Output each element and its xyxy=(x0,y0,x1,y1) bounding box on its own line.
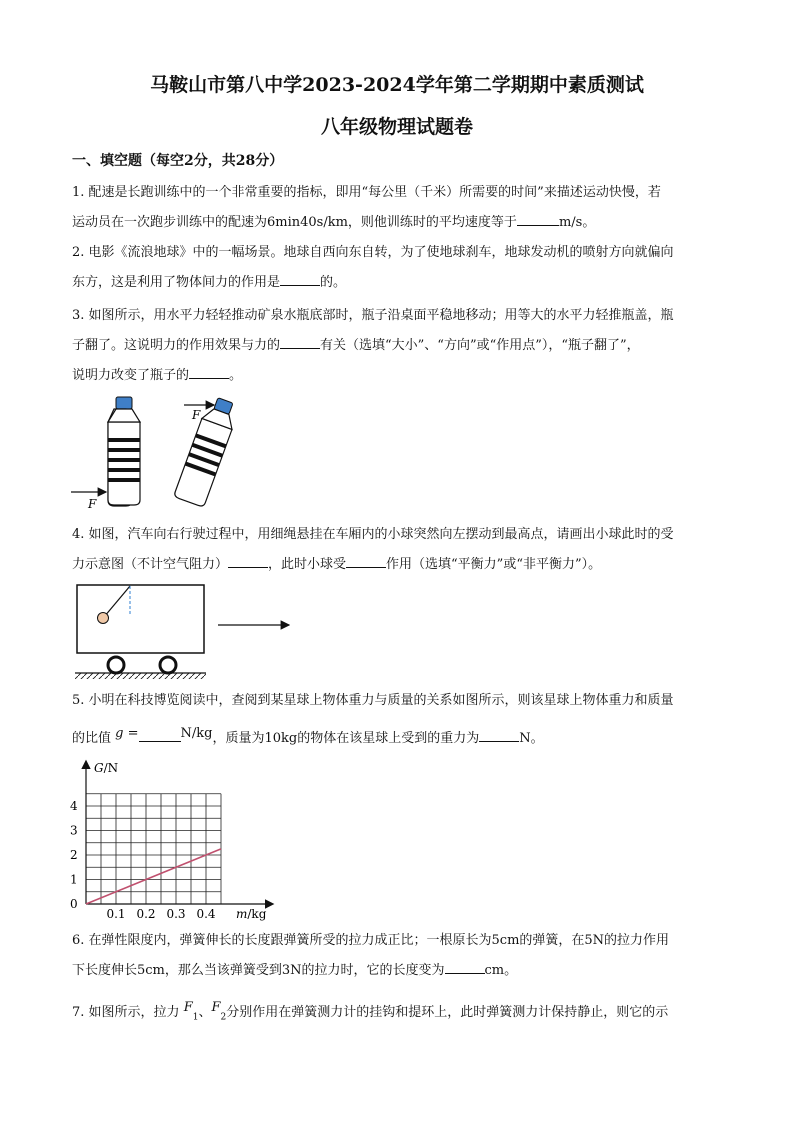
ball xyxy=(98,613,109,624)
wheel-left xyxy=(108,657,124,673)
chart-grid xyxy=(86,794,221,904)
x-tick-label: 0.3 xyxy=(166,907,186,921)
y-tick-label: 3 xyxy=(70,823,78,838)
force-label-right: F xyxy=(192,408,201,422)
q3-line1: 3. 如图所示，用水平力轻轻推动矿泉水瓶底部时，瓶子沿桌面平稳地移动；用等大的水平力轻推瓶盖，瓶 xyxy=(72,308,674,323)
q6-line2: 下长度伸长5cm，那么当该弹簧受到3N的拉力时，它的长度变为 cm。 xyxy=(72,956,724,986)
q7-line1: 7. 如图所示，拉力 $F_1$、$F_2$分别作用在弹簧测力计的挂钩和提环上，此时弹簧测力计保持静止，则它的示 xyxy=(72,1000,669,1023)
chart-series xyxy=(86,849,221,904)
upright-bottle xyxy=(108,397,140,506)
answer-blank[interactable] xyxy=(479,727,519,742)
answer-blank[interactable] xyxy=(517,211,559,226)
x-axis-label: m/kg xyxy=(236,907,267,921)
q4-line2: 力示意图（不计空气阻力） ，此时小球受 作用（选填“平衡力”或“非平衡力”）。 xyxy=(72,550,724,580)
question-1 xyxy=(72,178,724,238)
q1-line2: 运动员在一次跑步训练中的配速为6min40s/km，则他训练时的平均速度等于 m/s。 xyxy=(72,208,724,238)
exam-subtitle: 八年级物理试题卷 xyxy=(320,116,473,138)
q5-line1: 5. 小明在科技博览阅读中，查阅到某星球上物体重力与质量的关系如图所示，则该星球上物体重力和质量 xyxy=(72,693,674,708)
answer-blank[interactable] xyxy=(280,271,320,286)
bottles-figure xyxy=(66,392,256,516)
gravity-mass-chart xyxy=(60,756,275,922)
answer-blank[interactable] xyxy=(346,553,386,568)
y-tick-label: 4 xyxy=(70,799,78,813)
x-tick-label: 0.4 xyxy=(196,907,216,921)
section-heading: 一、填空题（每空2分，共28分） xyxy=(72,153,284,169)
tilted-bottle xyxy=(174,395,241,507)
x-tick-label: 0.1 xyxy=(106,907,126,921)
q4-line1: 4. 如图，汽车向右行驶过程中，用细绳悬挂在车厢内的小球突然向左摆动到最高点，请画出小球此时的受 xyxy=(72,527,674,542)
car-body xyxy=(77,585,204,653)
chart-tick-labels xyxy=(70,761,267,921)
exam-title: 马鞍山市第八中学2023-2024学年第二学期期中素质测试 xyxy=(150,74,644,96)
x-tick-label: 0.2 xyxy=(136,907,156,921)
y-axis-label: G/N xyxy=(94,761,119,775)
origin-label: 0 xyxy=(70,897,78,911)
answer-blank[interactable] xyxy=(228,553,268,568)
q5-line2: 的比值 g = N/kg，质量为10kg的物体在该星球上受到的重力为 N。 xyxy=(72,726,544,746)
y-tick-label: 2 xyxy=(70,848,78,862)
question-3 xyxy=(72,301,724,391)
q2-line1: 2. 电影《流浪地球》中的一幅场景。地球自西向东自转，为了使地球刹车，地球发动机的喷射方向就偏向 xyxy=(72,245,674,260)
question-2 xyxy=(72,238,724,298)
question-4 xyxy=(72,520,724,580)
q3-line2: 子翻了。这说明力的作用效果与力的 有关（选填“大小”、“方向”或“作用点”），“瓶子翻了”， xyxy=(72,331,724,361)
car-figure xyxy=(72,580,302,680)
answer-blank[interactable] xyxy=(189,364,229,379)
question-7 xyxy=(72,998,724,1033)
force-label-left: F xyxy=(88,497,97,511)
wheel-right xyxy=(160,657,176,673)
y-tick-label: 1 xyxy=(70,872,78,887)
answer-blank[interactable] xyxy=(280,334,320,349)
q1-line1: 1. 配速是长跑训练中的一个非常重要的指标，即用“每公里（千米）所需要的时间”来描述运动快慢，若 xyxy=(72,185,661,200)
q2-line2: 东方，这是利用了物体间力的作用是 的。 xyxy=(72,268,724,298)
question-5 xyxy=(72,686,724,754)
series-line xyxy=(86,849,221,904)
ground-hatch xyxy=(75,673,206,679)
question-6 xyxy=(72,926,724,986)
chart-axes xyxy=(86,762,272,904)
q6-line1: 6. 在弹性限度内，弹簧伸长的长度跟弹簧所受的拉力成正比；一根原长为5cm的弹簧，在5N的拉力作用 xyxy=(72,933,670,948)
answer-blank[interactable] xyxy=(445,959,485,974)
q3-line3: 说明力改变了瓶子的 。 xyxy=(72,361,724,391)
answer-blank[interactable] xyxy=(139,727,181,742)
